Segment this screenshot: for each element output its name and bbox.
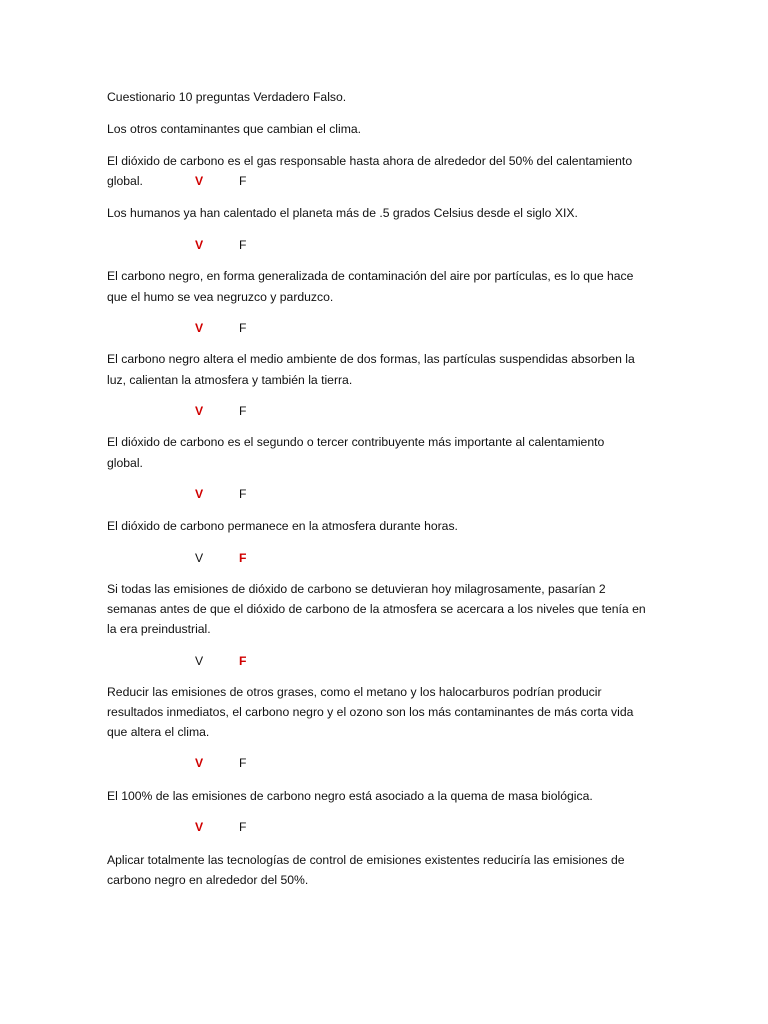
question-text-line: carbono negro en alrededor del 50%.: [107, 873, 309, 887]
document-title: Cuestionario 10 preguntas Verdadero Falso.: [107, 90, 347, 104]
option-false: F: [239, 174, 247, 188]
option-true: V: [195, 487, 204, 501]
option-false: F: [239, 654, 247, 668]
question-text-line: global.: [107, 174, 143, 188]
option-false: F: [239, 238, 247, 252]
question-text-line: El carbono negro altera el medio ambiente de dos formas, las partículas suspendidas absorben la: [107, 352, 635, 366]
question-text-line: luz, calientan la atmosfera y también la tierra.: [107, 373, 353, 387]
option-true: V: [195, 820, 204, 834]
option-false: F: [239, 551, 247, 565]
document-subtitle: Los otros contaminantes que cambian el clima.: [107, 122, 362, 136]
question-text-line: El carbono negro, en forma generalizada de contaminación del aire por partículas, es lo que hace: [107, 269, 634, 283]
question-text-line: El dióxido de carbono es el segundo o tercer contribuyente más importante al calentamiento: [107, 435, 605, 449]
option-false: F: [239, 487, 247, 501]
option-false: F: [239, 756, 247, 770]
question-text-line: que el humo se vea negruzco y parduzco.: [107, 290, 334, 304]
option-false: F: [239, 820, 247, 834]
question-text-line: Reducir las emisiones de otros grases, como el metano y los halocarburos podrían producir: [107, 685, 602, 699]
question-text-line: Los humanos ya han calentado el planeta más de .5 grados Celsius desde el siglo XIX.: [107, 206, 578, 220]
question-text-line: que altera el clima.: [107, 725, 210, 739]
question-text-line: Aplicar totalmente las tecnologías de control de emisiones existentes reduciría las emisiones de: [107, 853, 625, 867]
question-text-line: El 100% de las emisiones de carbono negro está asociado a la quema de masa biológica.: [107, 789, 593, 803]
option-false: F: [239, 404, 247, 418]
option-true: V: [195, 756, 204, 770]
option-true: V: [195, 551, 204, 565]
option-true: V: [195, 238, 204, 252]
question-text-line: global.: [107, 456, 143, 470]
question-text-line: El dióxido de carbono permanece en la atmosfera durante horas.: [107, 519, 458, 533]
question-text-line: semanas antes de que el dióxido de carbono de la atmosfera se acercara a los niveles que tenía en: [107, 602, 646, 616]
option-false: F: [239, 321, 247, 335]
option-true: V: [195, 404, 204, 418]
question-text-line: El dióxido de carbono es el gas responsable hasta ahora de alrededor del 50% del calentamiento: [107, 154, 633, 168]
option-true: V: [195, 321, 204, 335]
question-text-line: resultados inmediatos, el carbono negro y el ozono son los más contaminantes de más corta vida: [107, 705, 634, 719]
option-true: V: [195, 654, 204, 668]
option-true: V: [195, 174, 204, 188]
question-text-line: Si todas las emisiones de dióxido de carbono se detuvieran hoy milagrosamente, pasarían 2: [107, 582, 606, 596]
question-text-line: la era preindustrial.: [107, 622, 211, 636]
